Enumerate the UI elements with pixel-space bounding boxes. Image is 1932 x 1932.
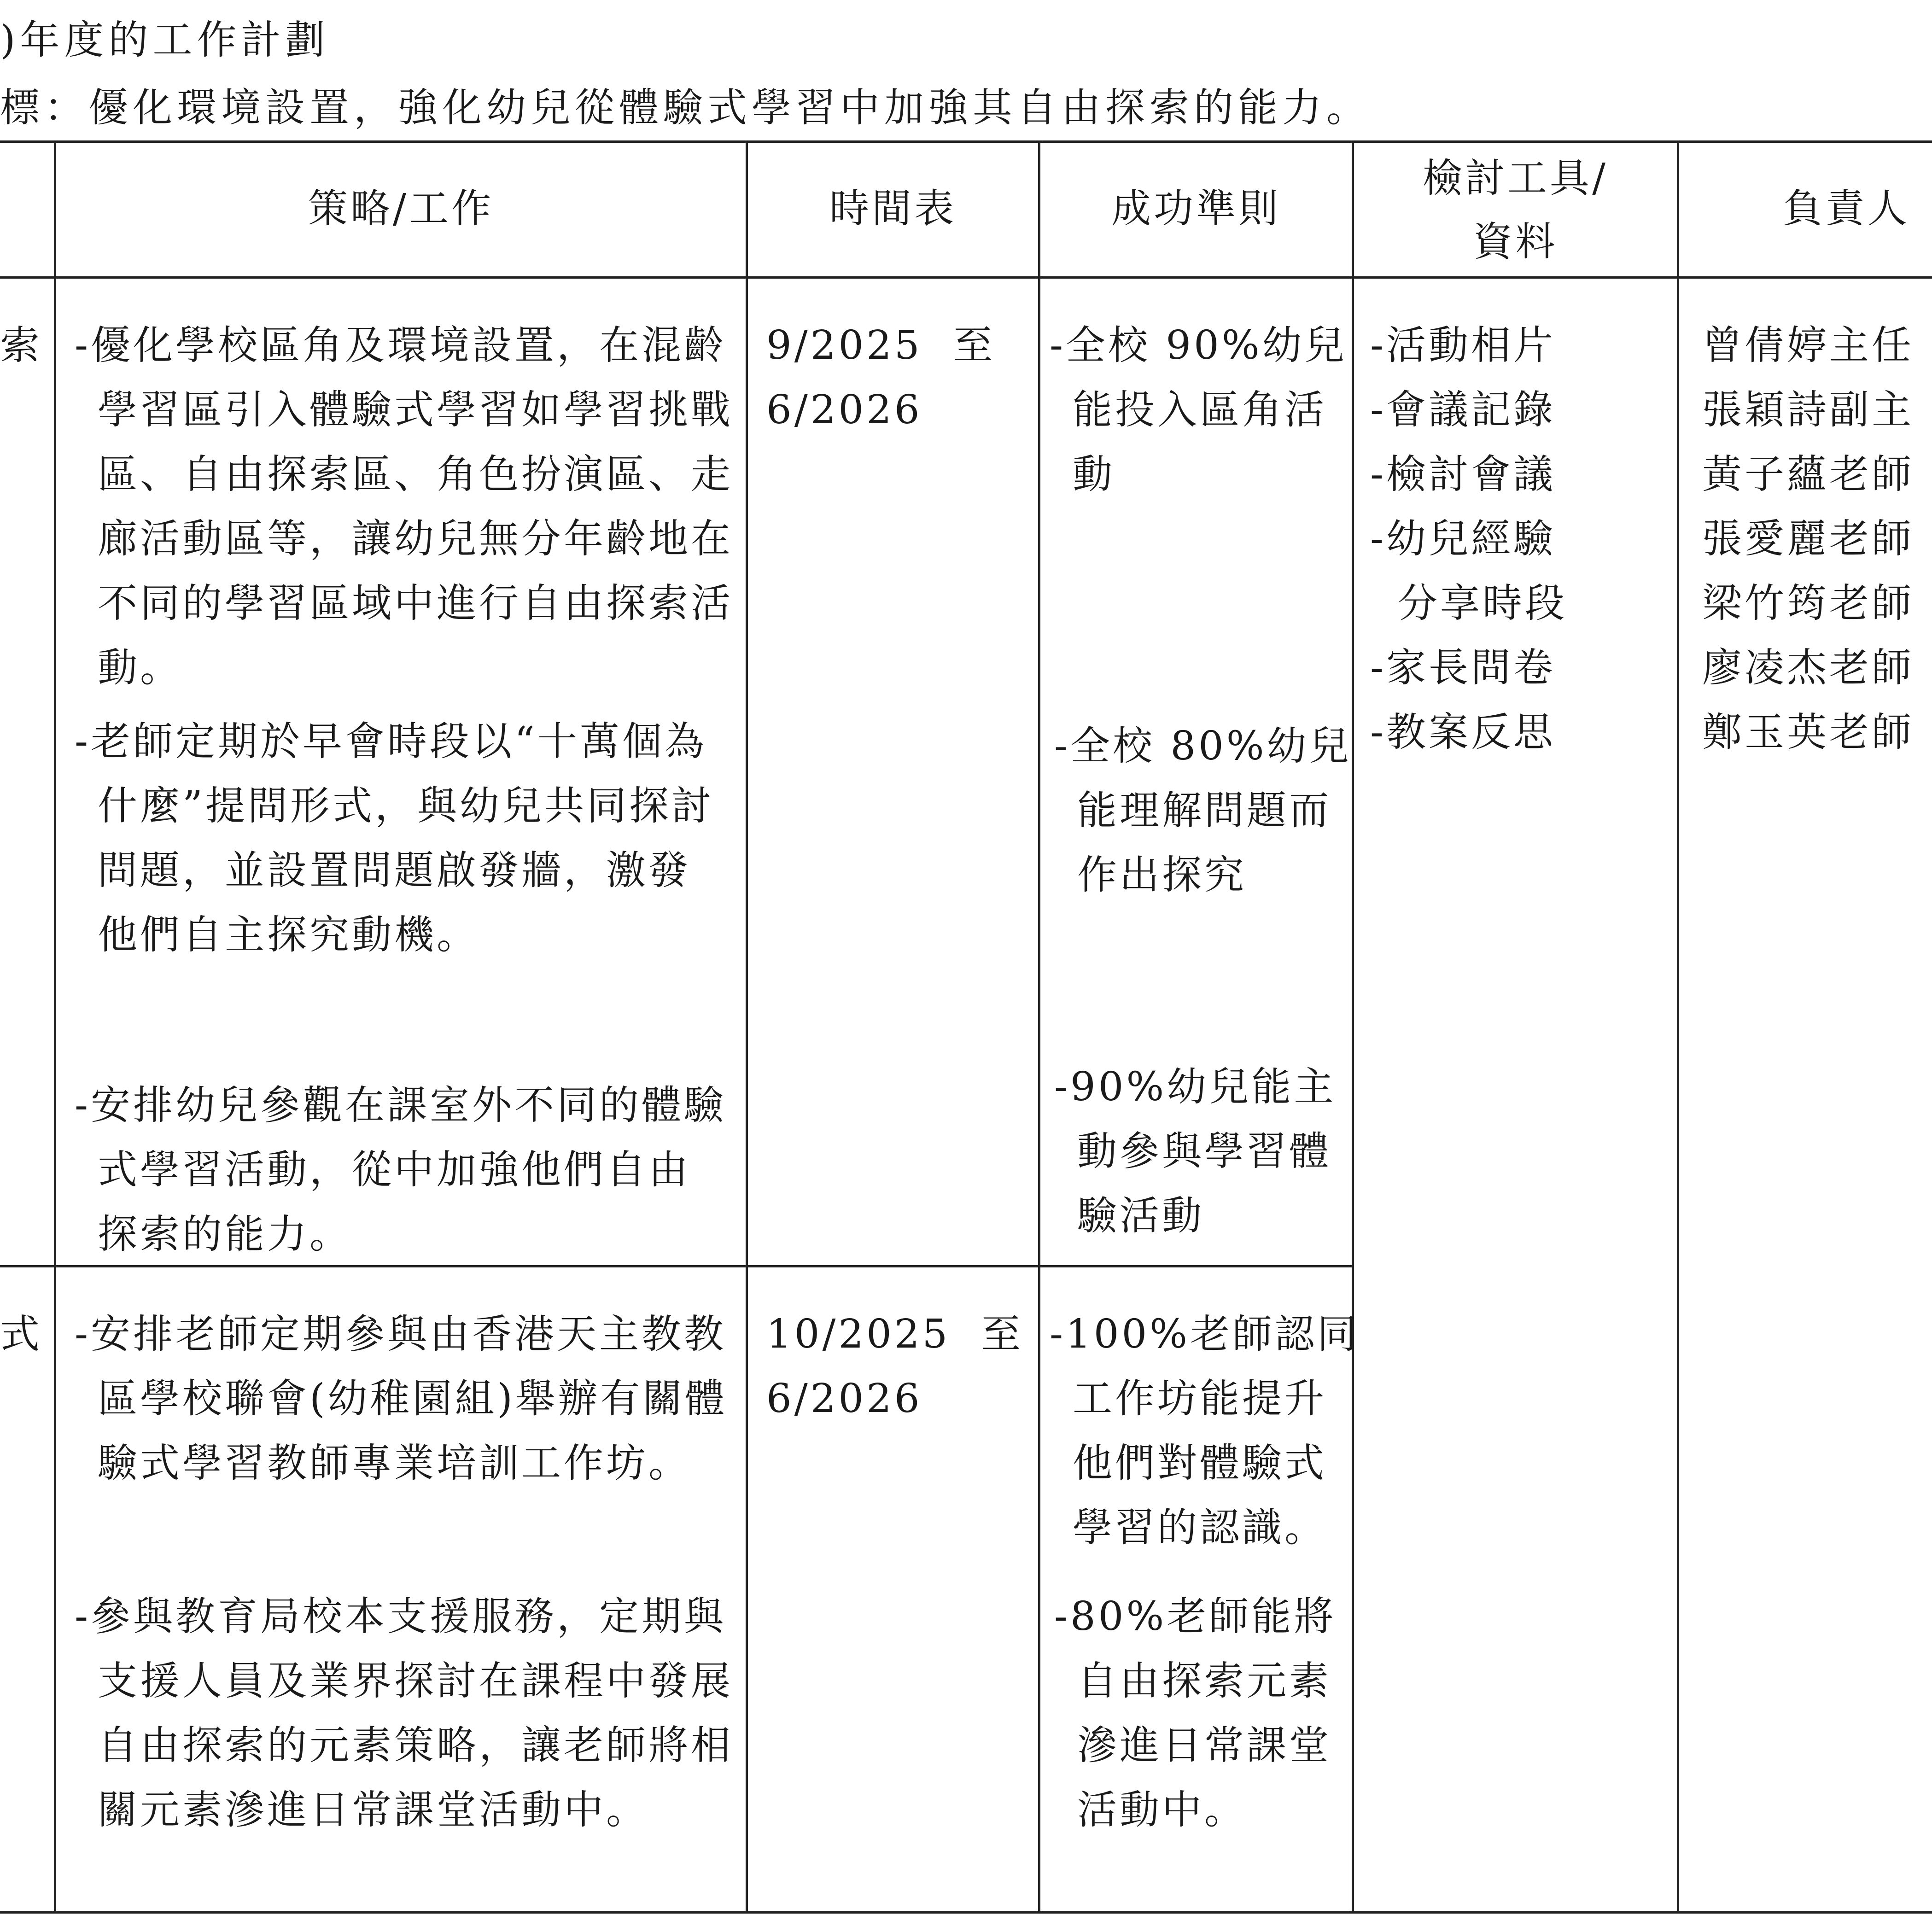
row2-schedule-from: 10/2025 至: [766, 1311, 1023, 1357]
header-criteria: 成功準則: [1111, 186, 1281, 232]
goal-statement: 標：優化環境設置，強化幼兒從體驗式學習中加強其自由探索的能力。: [0, 85, 1371, 131]
person-item: 黃子蘊老師: [1702, 451, 1914, 497]
row1-schedule-from: 9/2025 至: [766, 322, 996, 368]
table-border-bottom: [0, 1911, 1932, 1914]
header-person-text: 負責人: [1783, 186, 1910, 232]
tools-item: -活動相片: [1370, 322, 1556, 368]
row1-schedule-cell: [748, 313, 1038, 442]
col-divider-1: [54, 140, 56, 1914]
row1-schedule-to: 6/2026: [766, 387, 922, 433]
persons-cell: [1679, 313, 1932, 765]
row2-criteria-1: -100%老師認同工作坊能提升他們對體驗式學習的認識。: [1050, 1311, 1360, 1551]
tools-item: -幼兒經驗: [1370, 516, 1556, 562]
header-tools-line1: 檢討工具/: [1423, 155, 1608, 201]
header-tools-line2: 資料: [1473, 219, 1558, 265]
tools-item: -檢討會議: [1370, 451, 1556, 497]
row1-strategy-3: -安排幼兒參觀在課室外不同的體驗式學習活動，從中加強他們自由探索的能力。: [75, 1082, 727, 1257]
row1-criteria-1: -全校 90%幼兒能投入區角活動: [1050, 322, 1347, 497]
header-person: [1679, 177, 1932, 240]
row1-strategy-2: -老師定期於早會時段以“十萬個為什麼”提問形式，與幼兒共同探討問題，並設置問題啟發牆，激發他們自主探究動機。: [75, 718, 714, 958]
table-border-top: [0, 140, 1932, 143]
tools-item: -會議記錄: [1370, 387, 1556, 433]
tools-item: 分享時段: [1398, 580, 1567, 626]
person-item: 鄭玉英老師: [1702, 709, 1914, 755]
row1-strategy-1: -優化學校區角及環境設置，在混齡學習區引入體驗式學習如學習挑戰區、自由探索區、角色扮演區、走廊活動區等，讓幼兒無分年齡地在不同的學習區域中進行自由探索活動。: [75, 322, 733, 691]
row1-target-fragment: 索: [0, 322, 42, 368]
row2-schedule-cell: [748, 1302, 1038, 1431]
col-divider-3: [1038, 140, 1040, 1914]
tools-item: -教案反思: [1370, 709, 1556, 755]
header-schedule: 時間表: [829, 186, 957, 232]
row2-schedule-to: 6/2026: [766, 1376, 922, 1422]
header-tools: [1354, 146, 1677, 274]
row2-target-fragment: 式: [0, 1311, 42, 1357]
row1-criteria-3: -90%幼兒能主動參與學習體驗活動: [1054, 1064, 1337, 1239]
person-item: 張穎詩副主: [1702, 387, 1914, 433]
row2-strategy-1: -安排老師定期參與由香港天主教教區學校聯會(幼稚園組)舉辦有關體驗式學習教師專業培訓工作坊。: [75, 1311, 728, 1486]
row2-strategy-2: -參與教育局校本支援服務，定期與支援人員及業界探討在課程中發展自由探索的元素策略，讓老師將相關元素滲進日常課堂活動中。: [75, 1593, 733, 1833]
person-item: 廖凌杰老師: [1702, 645, 1914, 691]
person-item: 張愛麗老師: [1702, 516, 1914, 562]
person-item: 曾倩婷主任: [1702, 322, 1914, 368]
header-strategy: 策略/工作: [308, 186, 494, 232]
table-header-rule: [0, 276, 1932, 279]
tools-item: -家長問卷: [1370, 645, 1556, 691]
tools-cell: [1354, 313, 1677, 765]
row1-criteria-2: -全校 80%幼兒能理解問題而作出探究: [1054, 723, 1352, 898]
row2-criteria-2: -80%老師能將自由探索元素滲進日常課堂活動中。: [1054, 1593, 1337, 1833]
person-item: 梁竹筠老師: [1702, 580, 1914, 626]
page-title: )年度的工作計劃: [0, 17, 330, 63]
